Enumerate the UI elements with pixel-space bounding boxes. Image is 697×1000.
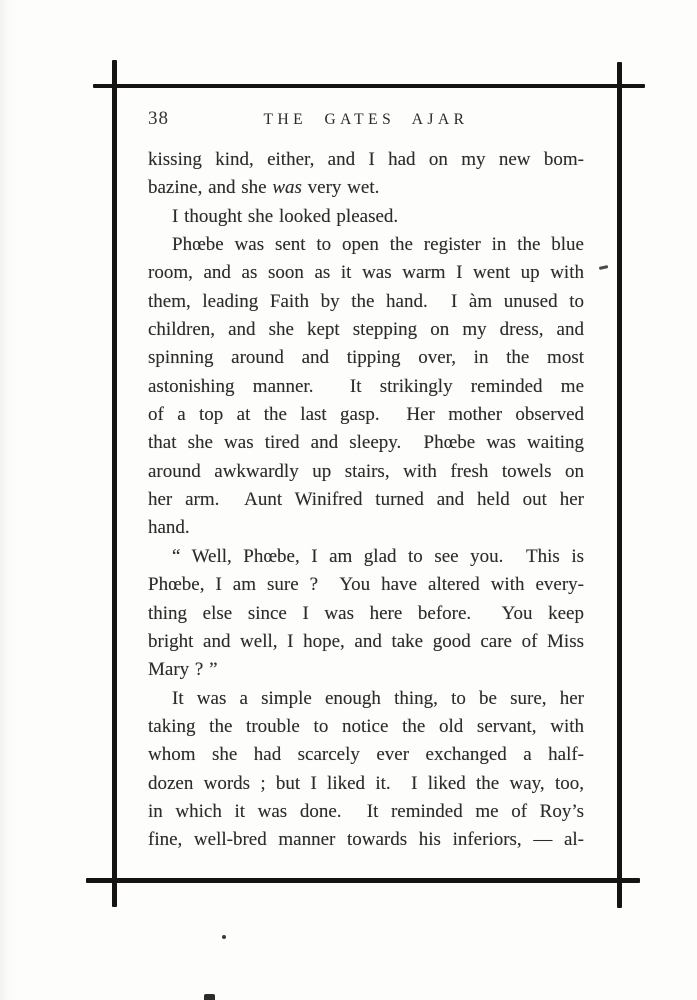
text-line bbox=[148, 344, 584, 372]
text-segment: taking the trouble to notice the old servant, with bbox=[148, 715, 584, 737]
running-head-title: THE GATES AJAR bbox=[263, 111, 469, 128]
text-segment: astonishing manner. It strikingly reminded me bbox=[148, 375, 584, 397]
text-line bbox=[148, 826, 584, 854]
text-line bbox=[148, 316, 584, 344]
text-segment: children, and she kept stepping on my dress, and bbox=[148, 319, 584, 341]
text-segment: whom she had scarcely ever exchanged a half- bbox=[148, 744, 584, 766]
border-rule-right bbox=[617, 62, 622, 908]
scan-artifact-dot bbox=[222, 935, 226, 939]
text-line bbox=[148, 514, 584, 542]
text-segment: Phœbe was sent to open the register in the blue bbox=[172, 234, 584, 256]
text-segment: kissing kind, either, and I had on my new bom- bbox=[148, 149, 584, 170]
text-line bbox=[148, 770, 584, 798]
page-number: 38 bbox=[148, 108, 169, 129]
text-segment: It was a simple enough thing, to be sure, her bbox=[172, 687, 584, 709]
text-segment: them, leading Faith by the hand. I àm unused to bbox=[148, 290, 584, 312]
text-segment: I thought she looked pleased. bbox=[172, 205, 399, 227]
text-segment: in which it was done. It reminded me of Roy’s bbox=[148, 800, 584, 822]
text-segment: that she was tired and sleepy. Phœbe was waiting bbox=[148, 432, 584, 454]
text-segment: around awkwardly up stairs, with fresh towels on bbox=[148, 460, 584, 482]
text-segment: Phœbe, I am sure ? You have altered with every- bbox=[148, 574, 584, 596]
text-line bbox=[148, 203, 584, 231]
text-line bbox=[148, 600, 584, 628]
text-segment: thing else since I was here before. You keep bbox=[148, 602, 584, 624]
text-segment: dozen words ; but I liked it. I liked the way, too, bbox=[148, 772, 584, 794]
text-segment: spinning around and tipping over, in the most bbox=[148, 347, 584, 369]
text-segment: fine, well-bred manner towards his inferiors, — al- bbox=[148, 829, 584, 851]
border-rule-top bbox=[93, 84, 645, 88]
text-segment: Mary ? ” bbox=[148, 659, 218, 681]
text-line bbox=[148, 685, 584, 713]
text-segment: bazine, and she bbox=[148, 177, 273, 199]
text-segment: “ Well, Phœbe, I am glad to see you. This is bbox=[172, 545, 584, 567]
text-line bbox=[148, 231, 584, 259]
text-line bbox=[148, 798, 584, 826]
text-line bbox=[148, 429, 584, 457]
text-line bbox=[148, 373, 584, 401]
text-line bbox=[148, 713, 584, 741]
text-segment: of a top at the last gasp. Her mother observed bbox=[148, 404, 584, 426]
text-line bbox=[148, 458, 584, 486]
text-line bbox=[148, 401, 584, 429]
text-line bbox=[148, 288, 584, 316]
text-segment: her arm. Aunt Winifred turned and held out her bbox=[148, 489, 584, 511]
text-line bbox=[148, 571, 584, 599]
text-segment: bright and well, I hope, and take good care of Miss bbox=[148, 630, 584, 652]
text-line bbox=[148, 628, 584, 656]
scan-artifact-bottom-edge-mark bbox=[204, 994, 215, 1000]
text-segment: room, and as soon as it was warm I went up with bbox=[148, 262, 584, 284]
text-line bbox=[148, 741, 584, 769]
text-segment: very wet. bbox=[301, 177, 380, 199]
page-header bbox=[148, 106, 584, 132]
text-segment: hand. bbox=[148, 517, 190, 539]
scan-artifact-right-margin-tick bbox=[599, 265, 608, 269]
italic-text: was bbox=[272, 177, 302, 199]
text-line bbox=[148, 259, 584, 287]
text-line bbox=[148, 174, 584, 202]
text-line bbox=[148, 656, 584, 684]
text-line bbox=[148, 543, 584, 571]
border-rule-left bbox=[112, 60, 117, 907]
border-rule-bottom bbox=[86, 878, 640, 883]
text-block bbox=[148, 146, 584, 855]
text-line bbox=[148, 146, 584, 174]
text-line bbox=[148, 486, 584, 514]
